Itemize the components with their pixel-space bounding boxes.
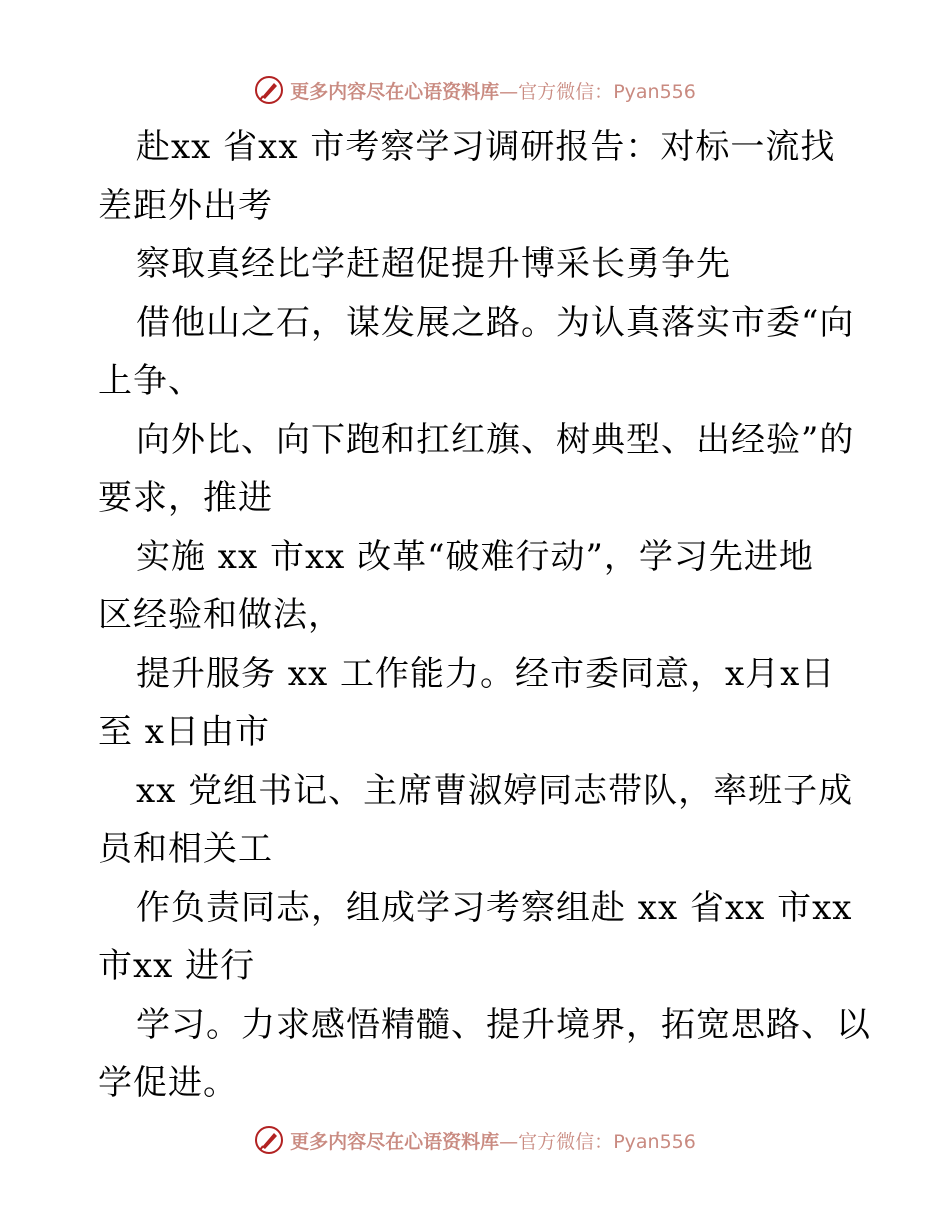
text-line: 察取真经比学赶超促提升博采长勇争先: [136, 244, 731, 284]
text-line: xx 党组书记、主席曹淑婷同志带队，率班子成: [136, 770, 854, 811]
watermark-text: [290, 77, 696, 104]
watermark-separator: —: [499, 80, 519, 103]
header-watermark: [0, 70, 950, 110]
watermark-label: 官方微信：: [518, 80, 614, 103]
quill-logo-icon: [254, 1125, 284, 1155]
watermark-id: Pyan556: [613, 80, 696, 103]
text-line: 学促进。: [98, 1063, 238, 1103]
watermark-id: Pyan556: [613, 1130, 696, 1153]
text-line: 市xx 进行: [98, 946, 256, 986]
text-line: 学习。力求感悟精髓、提升境界，拓宽思路、以: [136, 1004, 871, 1045]
text-line: 上争、: [98, 361, 203, 401]
watermark-separator: —: [499, 1130, 519, 1153]
text-line: 员和相关工: [98, 829, 273, 869]
text-line: 要求，推进: [98, 478, 273, 518]
text-line: 赴xx 省xx 市考察学习调研报告：对标一流找: [136, 127, 836, 167]
text-line: 至 x日由市: [98, 712, 270, 752]
watermark-main: 更多内容尽在心语资料库: [290, 80, 500, 103]
text-line: 提升服务 xx 工作能力。经市委同意，x月x日: [136, 653, 836, 694]
watermark-text: [290, 1127, 696, 1154]
watermark-main: 更多内容尽在心语资料库: [290, 1130, 500, 1153]
text-line: 借他山之石，谋发展之路。为认真落实市委“向: [136, 302, 855, 343]
quill-logo-icon: [254, 75, 284, 105]
footer-watermark: [0, 1120, 950, 1160]
text-line: 向外比、向下跑和扛红旗、树典型、出经验”的: [136, 419, 855, 460]
text-line: 差距外出考: [98, 185, 273, 226]
document-body: [98, 118, 871, 1113]
watermark-label: 官方微信：: [518, 1130, 614, 1153]
text-line: 实施 xx 市xx 改革“破难行动”，学习先进地: [136, 536, 814, 577]
text-line: 区经验和做法，: [98, 595, 343, 635]
text-line: 作负责同志，组成学习考察组赴 xx 省xx 市xx: [136, 887, 853, 928]
